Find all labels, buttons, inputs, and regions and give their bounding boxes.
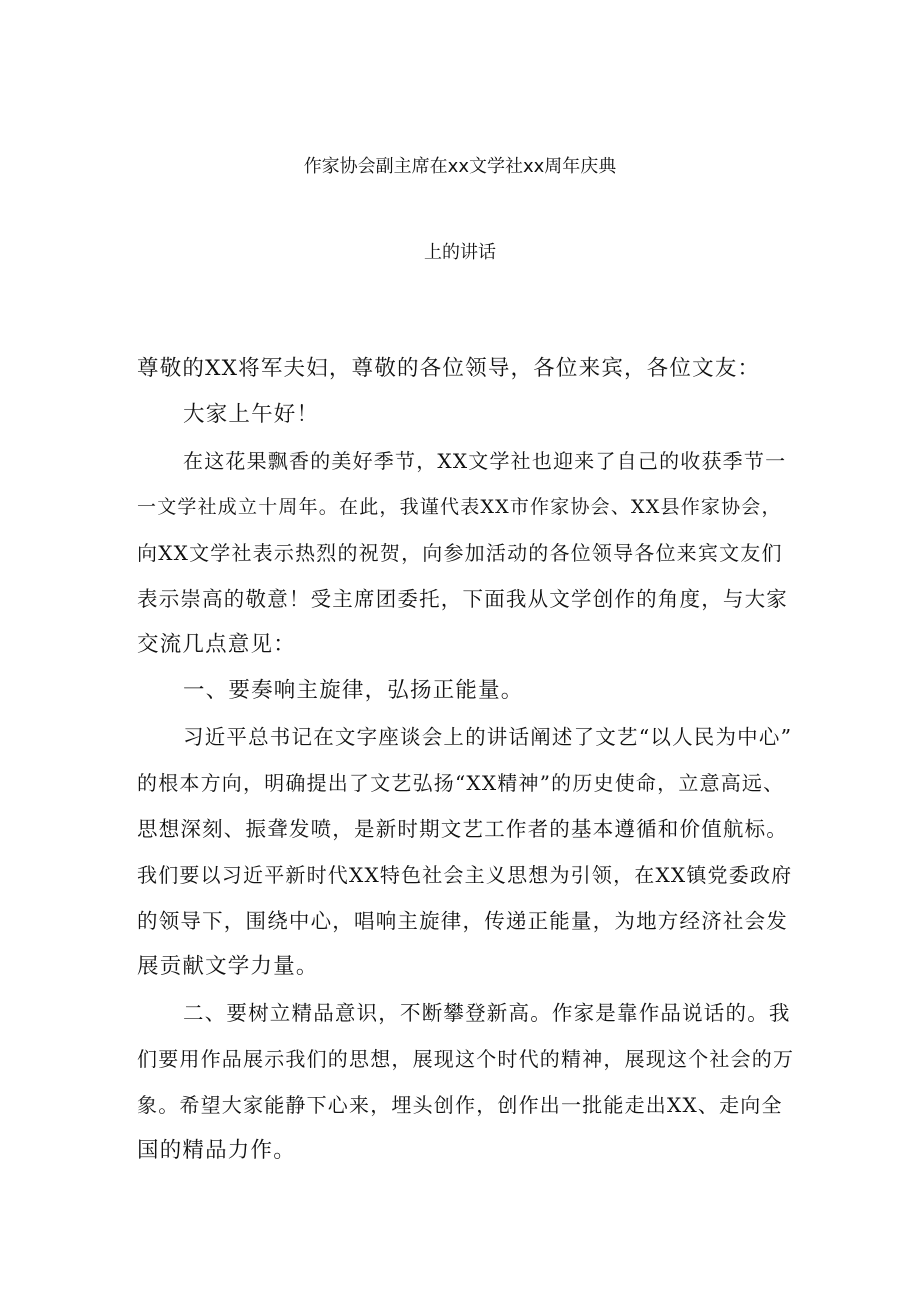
paragraph-line: 表示崇高的敬意！受主席团委托，下面我从文学创作的角度，与大家 — [137, 587, 788, 611]
paragraph-line: 我们要以习近平新时代XX特色社会主义思想为引领，在XX镇党委政府 — [137, 863, 793, 887]
paragraph-line: 思想深刻、振聋发喷，是新时期文艺工作者的基本遵循和价值航标。 — [137, 817, 788, 841]
paragraph-line: 在这花果飘香的美好季节，XX文学社也迎来了自己的收获季节一 — [183, 449, 787, 473]
paragraph-line: 一文学社成立十周年。在此，我谨代表XX市作家协会、XX县作家协会， — [137, 496, 782, 518]
greeting-line: 大家上午好！ — [183, 402, 320, 427]
salutation-line: 尊敬的XX将军夫妇，尊敬的各位领导，各位来宾，各位文友： — [137, 356, 761, 381]
paragraph-line: 展贡献文学力量。 — [137, 954, 319, 979]
paragraph-line: 国的精品力作。 — [137, 1138, 296, 1163]
paragraph-line: 的根本方向，明确提出了文艺弘扬“XX精神”的历史使命，立意高远、 — [137, 771, 785, 795]
section-heading-2: 二、要树立精品意识，不断攀登新高。作家是靠作品说话的。我 — [183, 1001, 791, 1025]
paragraph-line: 们要用作品展示我们的思想，展现这个时代的精神，展现这个社会的万 — [137, 1047, 795, 1071]
paragraph-line: 习近平总书记在文字座谈会上的讲话阐述了文艺“以人民为中心” — [183, 725, 793, 749]
paragraph-line: 的领导下，围绕中心，唱响主旋律，传递正能量，为地方经济社会发 — [137, 909, 788, 933]
paragraph-line: 象。希望大家能静下心来，埋头创作，创作出一批能走出XX、走向全 — [137, 1093, 783, 1117]
paragraph-line: 交流几点意见： — [137, 632, 296, 657]
document-title-line-2: 上的讲话 — [424, 242, 496, 263]
document-title-line-1: 作家协会副主席在xx文学社xx周年庆典 — [303, 156, 617, 177]
section-heading-1: 一、要奏响主旋律，弘扬正能量。 — [183, 678, 524, 703]
paragraph-line: 向XX文学社表示热烈的祝贺，向参加活动的各位领导各位来宾文友们 — [137, 541, 783, 565]
